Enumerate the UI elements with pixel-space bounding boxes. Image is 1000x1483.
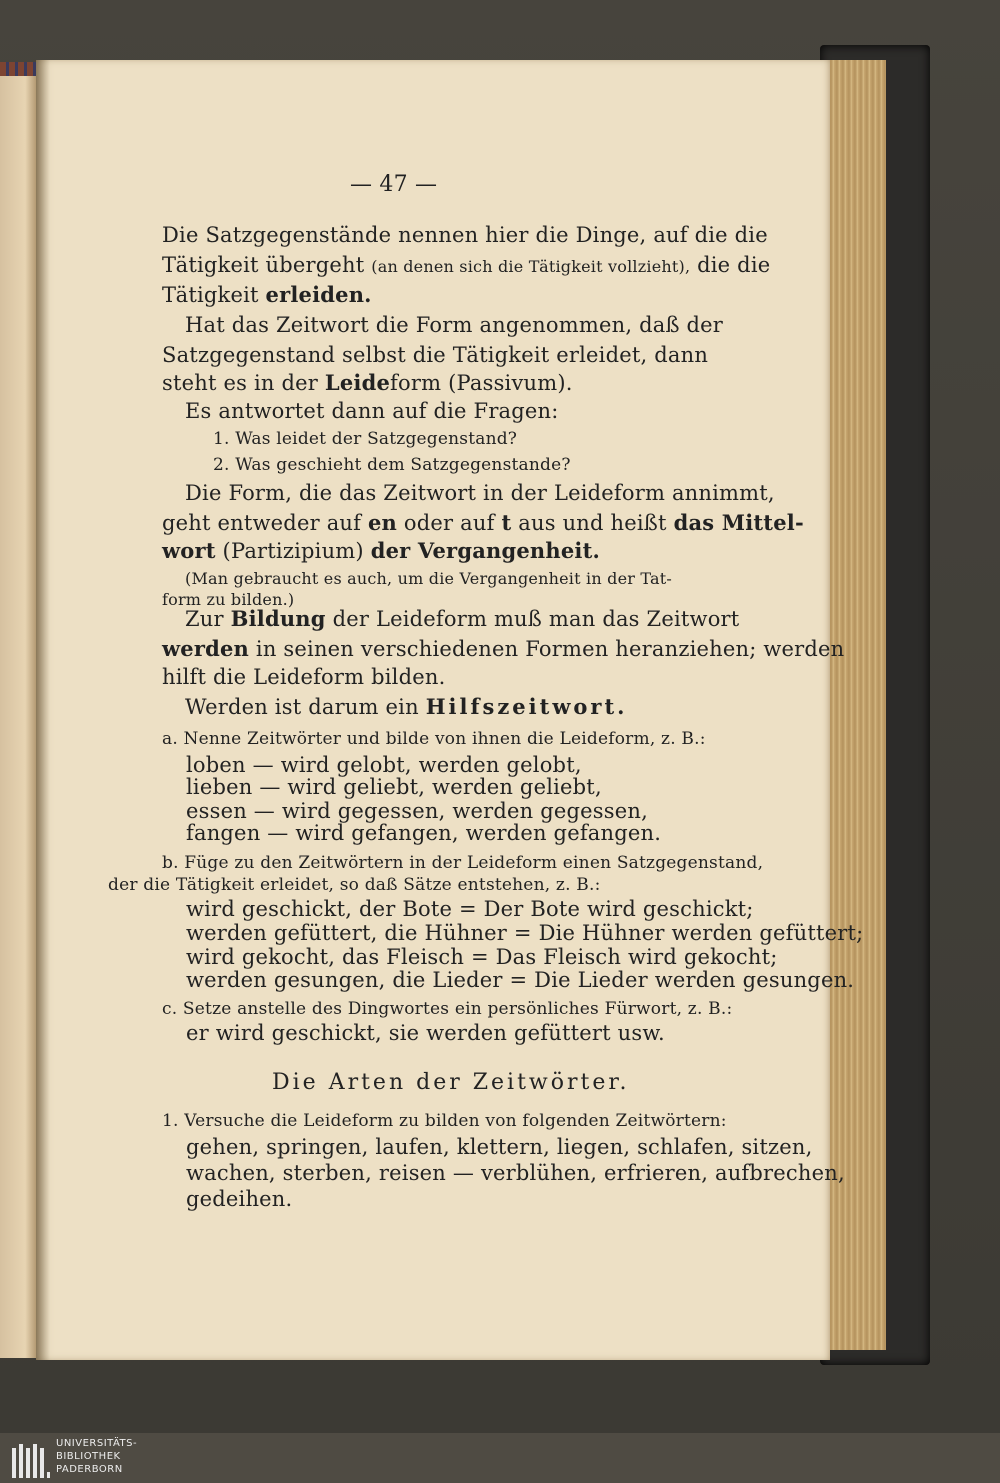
text-line: lieben — wird geliebt, werden geliebt,: [186, 775, 602, 799]
left-page-edge: [0, 62, 36, 1358]
text-line: Die Form, die das Zeitwort in der Leideform annimmt,: [185, 481, 775, 505]
text-line: 2. Was geschieht dem Satzgegenstande?: [213, 455, 571, 475]
text-line: loben — wird gelobt, werden gelobt,: [186, 753, 582, 777]
text-line: gehen, springen, laufen, klettern, liegen, schlafen, sitzen,: [186, 1135, 813, 1159]
library-logo-text: UNIVERSITÄTS- BIBLIOTHEK PADERBORN: [56, 1438, 138, 1475]
text-line: Werden ist darum ein Hilfszeitwort.: [185, 694, 628, 719]
text-line: wird gekocht, das Fleisch = Das Fleisch wird gekocht;: [186, 945, 778, 969]
bookmark-strip: [0, 62, 36, 76]
text-line: Es antwortet dann auf die Fragen:: [185, 399, 559, 423]
text-line: 1. Was leidet der Satzgegenstand?: [213, 429, 518, 449]
text-line: wird geschickt, der Bote = Der Bote wird geschickt;: [186, 897, 754, 921]
text-line: wort (Partizipium) der Vergangenheit.: [162, 538, 601, 563]
text-line: 1. Versuche die Leideform zu bilden von folgenden Zeitwörtern:: [162, 1111, 727, 1131]
text-line: werden in seinen verschiedenen Formen heranziehen; werden: [162, 636, 845, 661]
text-line: steht es in der Leideform (Passivum).: [162, 370, 573, 395]
text-line: (Man gebraucht es auch, um die Vergangenheit in der Tat-: [185, 569, 672, 588]
text-line: geht entweder auf en oder auf t aus und heißt das Mittel-: [162, 510, 804, 535]
page-number: — 47 —: [350, 172, 438, 197]
text-line: wachen, sterben, reisen — verblühen, erfrieren, aufbrechen,: [186, 1161, 845, 1185]
text-line: werden gefüttert, die Hühner = Die Hühner werden gefüttert;: [186, 921, 864, 945]
page-gutter: [36, 60, 50, 1360]
text-line: Tätigkeit übergeht (an denen sich die Tätigkeit vollzieht), die die: [162, 253, 771, 277]
text-line: der die Tätigkeit erleidet, so daß Sätze entstehen, z. B.:: [108, 875, 601, 895]
text-line: werden gesungen, die Lieder = Die Lieder werden gesungen.: [186, 968, 855, 992]
text-line: Hat das Zeitwort die Form angenommen, daß der: [185, 313, 724, 337]
text-line: Satzgegenstand selbst die Tätigkeit erleidet, dann: [162, 343, 709, 367]
text-line: Zur Bildung der Leideform muß man das Zeitwort: [185, 606, 740, 631]
section-heading: Die Arten der Zeitwörter.: [272, 1070, 630, 1095]
text-line: Die Satzgegenstände nennen hier die Dinge, auf die die: [162, 223, 768, 247]
text-line: hilft die Leideform bilden.: [162, 665, 446, 689]
text-line: b. Füge zu den Zeitwörtern in der Leideform einen Satzgegenstand,: [162, 853, 764, 873]
text-line: a. Nenne Zeitwörter und bilde von ihnen die Leideform, z. B.:: [162, 729, 706, 749]
text-line: er wird geschickt, sie werden gefüttert usw.: [186, 1021, 665, 1045]
text-line: essen — wird gegessen, werden gegessen,: [186, 799, 648, 823]
text-line: c. Setze anstelle des Dingwortes ein persönliches Fürwort, z. B.:: [162, 999, 733, 1019]
text-line: Tätigkeit erleiden.: [162, 282, 372, 307]
page-edges: [828, 60, 886, 1350]
text-line: form zu bilden.): [162, 590, 295, 609]
footer-bar: [0, 1433, 1000, 1483]
text-line: gedeihen.: [186, 1187, 293, 1211]
text-line: fangen — wird gefangen, werden gefangen.: [186, 821, 662, 845]
library-logo-icon: [12, 1438, 50, 1478]
